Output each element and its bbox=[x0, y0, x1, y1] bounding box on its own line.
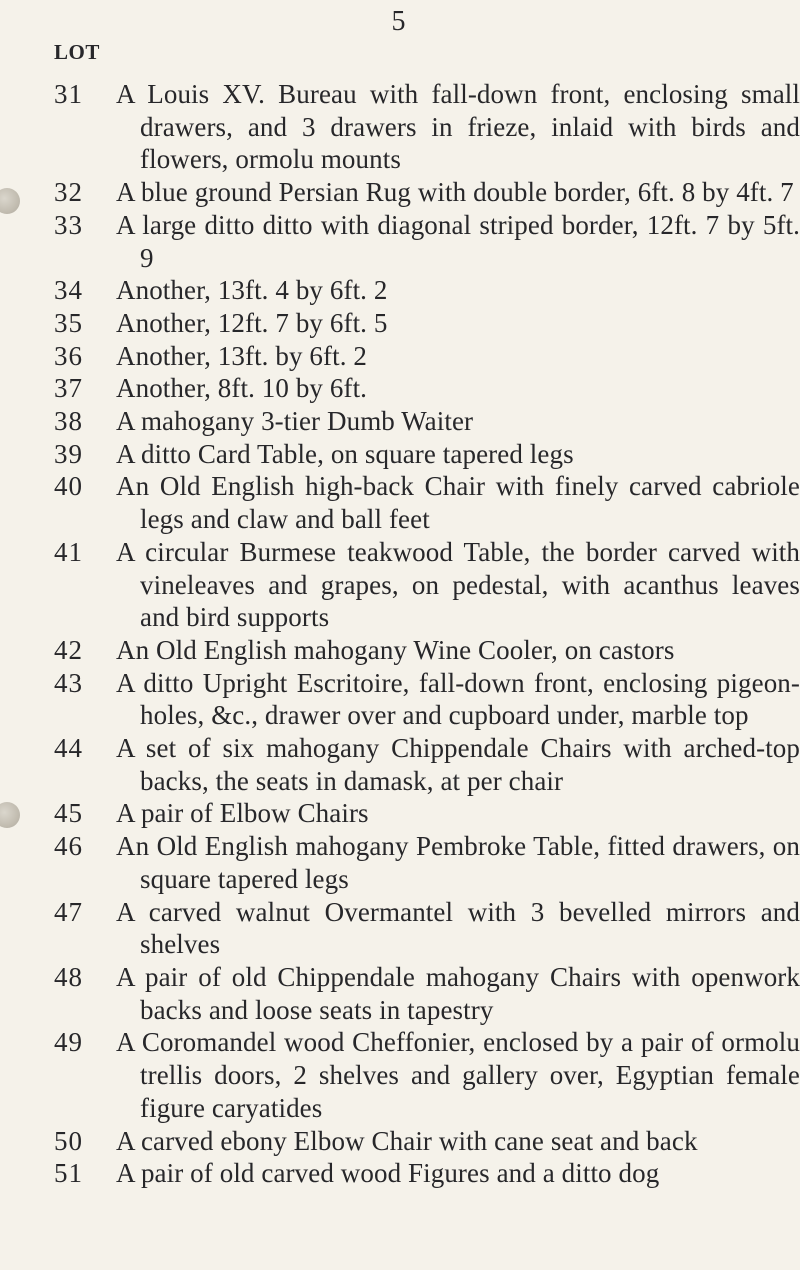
lot-item bbox=[0, 405, 800, 438]
lot-description: Another, 12ft. 7 by 6ft. 5 bbox=[116, 307, 388, 338]
lot-item bbox=[0, 536, 800, 634]
lot-item bbox=[0, 340, 800, 373]
lot-number: 35 bbox=[54, 307, 83, 338]
lot-item bbox=[0, 176, 800, 209]
lot-item bbox=[0, 209, 800, 274]
lot-item bbox=[0, 797, 800, 830]
lot-number: 47 bbox=[54, 896, 83, 927]
lot-item bbox=[0, 1125, 800, 1158]
lot-description: A circular Burmese teakwood Table, the border carved with vineleaves and grapes, on pedestal, with acanthus leaves and bird supports bbox=[116, 536, 800, 633]
lot-item bbox=[0, 274, 800, 307]
lot-item bbox=[0, 896, 800, 961]
lot-number: 40 bbox=[54, 471, 83, 502]
lot-description: An Old English mahogany Wine Cooler, on castors bbox=[116, 634, 675, 665]
lot-number: 42 bbox=[54, 634, 83, 665]
lot-item bbox=[0, 1157, 800, 1190]
lot-description: Another, 13ft. by 6ft. 2 bbox=[116, 340, 368, 371]
lot-description: Another, 8ft. 10 by 6ft. bbox=[116, 373, 368, 404]
lot-description: A pair of old carved wood Figures and a ditto dog bbox=[116, 1158, 660, 1189]
lot-number: 43 bbox=[54, 667, 83, 698]
lot-description: A Coromandel wood Cheffonier, enclosed by a pair of ormolu trellis doors, 2 shelves and gallery over, Egyptian female figure caryatides bbox=[116, 1027, 800, 1123]
lot-number: 32 bbox=[54, 177, 83, 208]
lot-number: 49 bbox=[54, 1027, 83, 1058]
lot-item bbox=[0, 1026, 800, 1124]
lot-item bbox=[0, 667, 800, 732]
page-number: 5 bbox=[391, 6, 407, 37]
lot-description: A blue ground Persian Rug with double border, 6ft. 8 by 4ft. 7 bbox=[116, 177, 794, 208]
lot-number: 39 bbox=[54, 438, 83, 469]
lot-number: 33 bbox=[54, 209, 83, 240]
lot-number: 46 bbox=[54, 831, 83, 862]
lot-description: A ditto Upright Escritoire, fall-down front, enclosing pigeon-holes, &c., drawer over and cupboard under, marble top bbox=[116, 667, 800, 731]
lot-item bbox=[0, 732, 800, 797]
lot-description: A carved walnut Overmantel with 3 bevelled mirrors and shelves bbox=[116, 896, 800, 960]
lot-description: A Louis XV. Bureau with fall-down front, enclosing small drawers, and 3 drawers in frieze, inlaid with birds and flowers, ormolu mounts bbox=[116, 79, 800, 175]
lot-number: 45 bbox=[54, 798, 83, 829]
lot-number: 36 bbox=[54, 340, 83, 371]
lot-number: 51 bbox=[54, 1158, 83, 1189]
lot-list bbox=[0, 78, 800, 1190]
lot-description: A set of six mahogany Chippendale Chairs with arched-top backs, the seats in damask, at per chair bbox=[116, 733, 800, 796]
lot-description: A large ditto ditto with diagonal striped border, 12ft. 7 by 5ft. 9 bbox=[116, 209, 800, 273]
lot-item bbox=[0, 78, 800, 176]
lot-item bbox=[0, 830, 800, 895]
lot-description: A carved ebony Elbow Chair with cane seat and back bbox=[116, 1125, 698, 1156]
lot-item bbox=[0, 307, 800, 340]
lot-item bbox=[0, 634, 800, 667]
lot-item bbox=[0, 470, 800, 535]
lot-number: 37 bbox=[54, 373, 83, 404]
lot-item bbox=[0, 961, 800, 1026]
lot-number: 48 bbox=[54, 961, 83, 992]
lot-item bbox=[0, 372, 800, 405]
lot-number: 50 bbox=[54, 1125, 83, 1156]
lot-number: 38 bbox=[54, 406, 83, 437]
lot-item bbox=[0, 438, 800, 471]
lot-description: A mahogany 3-tier Dumb Waiter bbox=[116, 406, 474, 437]
lot-description: An Old English mahogany Pembroke Table, fitted drawers, on square tapered legs bbox=[116, 831, 800, 894]
lot-number: 34 bbox=[54, 275, 83, 306]
lot-description: An Old English high-back Chair with finely carved cabriole legs and claw and ball feet bbox=[116, 471, 800, 535]
lot-column-header: LOT bbox=[54, 40, 100, 64]
lot-description: Another, 13ft. 4 by 6ft. 2 bbox=[116, 275, 388, 306]
lot-description: A pair of Elbow Chairs bbox=[116, 798, 369, 829]
lot-number: 44 bbox=[54, 733, 83, 764]
lot-description: A pair of old Chippendale mahogany Chairs with openwork backs and loose seats in tapestry bbox=[116, 961, 800, 1025]
lot-number: 31 bbox=[54, 79, 83, 109]
lot-number: 41 bbox=[54, 536, 83, 567]
lot-description: A ditto Card Table, on square tapered legs bbox=[116, 438, 574, 469]
